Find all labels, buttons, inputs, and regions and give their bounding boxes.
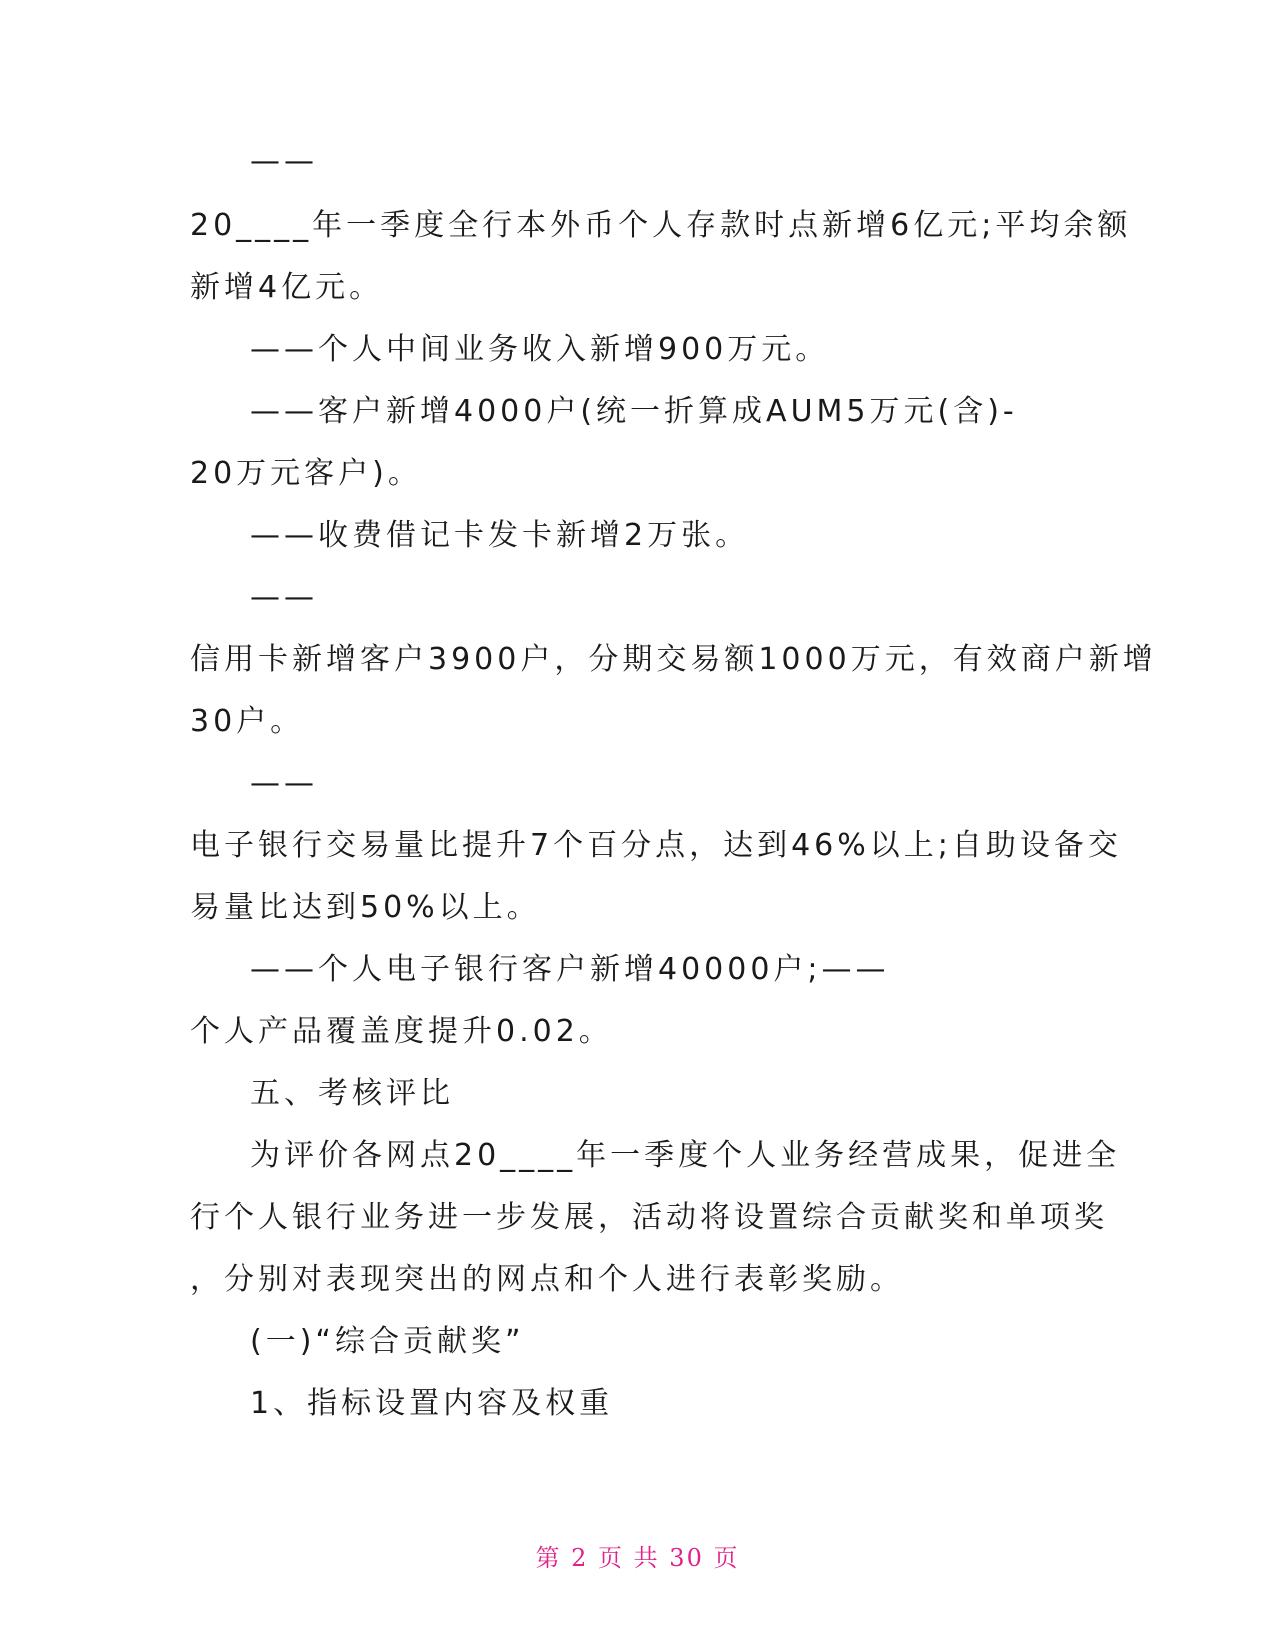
body-line-11: —— bbox=[250, 766, 318, 801]
item-heading: 1、指标设置内容及权重 bbox=[250, 1386, 614, 1421]
body-line-14: ——个人电子银行客户新增40000户;—— bbox=[250, 952, 890, 987]
body-line-3: 新增4亿元。 bbox=[190, 270, 384, 305]
body-line-15: 个人产品覆盖度提升0.02。 bbox=[190, 1014, 613, 1049]
body-line-9: 信用卡新增客户3900户，分期交易额1000万元，有效商户新增 bbox=[190, 642, 1157, 677]
body-line-7: ——收费借记卡发卡新增2万张。 bbox=[250, 518, 750, 553]
body-line-18: 行个人银行业务进一步发展，活动将设置综合贡献奖和单项奖 bbox=[190, 1200, 1108, 1235]
body-line-19: ，分别对表现突出的网点和个人进行表彰奖励。 bbox=[190, 1262, 904, 1297]
page-footer: 第 2 页 共 30 页 bbox=[535, 1544, 740, 1572]
body-line-4: ——个人中间业务收入新增900万元。 bbox=[250, 332, 830, 367]
body-line-10: 30户。 bbox=[190, 704, 305, 739]
body-line-6: 20万元客户)。 bbox=[190, 456, 422, 491]
section-heading: 五、考核评比 bbox=[250, 1076, 454, 1111]
body-line-2: 20____年一季度全行本外币个人存款时点新增6亿元;平均余额 bbox=[190, 208, 1132, 243]
body-line-1: —— bbox=[250, 144, 318, 179]
body-line-5: ——客户新增4000户(统一折算成AUM5万元(含)- bbox=[250, 394, 1018, 429]
body-line-13: 易量比达到50%以上。 bbox=[190, 890, 541, 925]
body-line-17: 为评价各网点20____年一季度个人业务经营成果，促进全 bbox=[250, 1138, 1121, 1173]
body-line-8: —— bbox=[250, 580, 318, 615]
subsection-heading: (一)“综合贡献奖” bbox=[250, 1324, 525, 1359]
body-line-12: 电子银行交易量比提升7个百分点，达到46%以上;自助设备交 bbox=[190, 828, 1122, 863]
